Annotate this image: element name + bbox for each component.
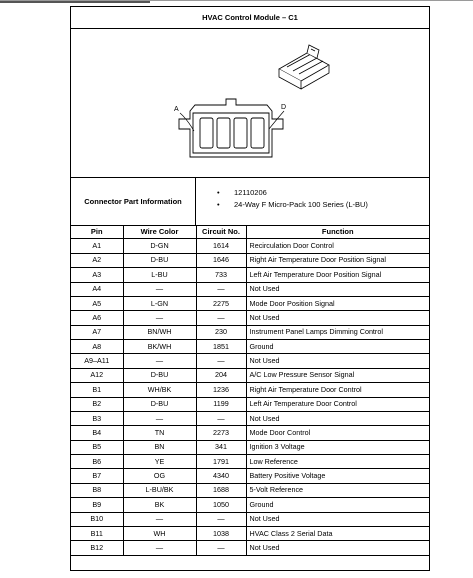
function-cell: A/C Low Pressure Sensor Signal [246,368,429,382]
wire-color-cell: BN [123,440,196,454]
pin-label-a: A [174,106,179,113]
header-circuit-no: Circuit No. [196,225,246,239]
function-cell: Not Used [246,354,429,368]
connector-sheet [70,6,430,571]
function-cell: Mode Door Position Signal [246,296,429,310]
circuit-cell: 2273 [196,426,246,440]
wire-color-cell: D-BU [123,253,196,267]
wire-color-cell: D-GN [123,239,196,253]
table-row [71,311,429,325]
function-cell: Ignition 3 Voltage [246,440,429,454]
wire-color-cell: — [123,541,196,555]
circuit-cell: — [196,282,246,296]
wire-color-cell: D-BU [123,368,196,382]
pin-cell: B10 [71,512,123,526]
table-row [71,340,429,354]
connector-diagram [71,29,429,178]
circuit-cell: 1199 [196,397,246,411]
circuit-cell: 1646 [196,253,246,267]
pin-cell: A6 [71,311,123,325]
function-cell: Battery Positive Voltage [246,469,429,483]
table-row [71,383,429,397]
pin-cell: B12 [71,541,123,555]
pin-cell: B1 [71,383,123,397]
function-cell: Right Air Temperature Door Position Signal [246,253,429,267]
connector-info [71,178,429,226]
header-pin: Pin [71,225,123,239]
connector-info-label: Connector Part Information [71,178,196,225]
function-cell: Not Used [246,311,429,325]
circuit-cell: 1038 [196,526,246,540]
wire-color-cell: BK/WH [123,340,196,354]
pin-cell: A1 [71,239,123,253]
table-row [71,268,429,282]
circuit-cell: 733 [196,268,246,282]
pin-cell: B11 [71,526,123,540]
pin-cell: B2 [71,397,123,411]
wire-color-cell: — [123,282,196,296]
connector-info-list [217,187,368,211]
wire-color-cell: — [123,311,196,325]
function-cell: Not Used [246,541,429,555]
function-cell: Not Used [246,512,429,526]
pin-cell: B4 [71,426,123,440]
wire-color-cell: OG [123,469,196,483]
table-row [71,483,429,497]
connector-face [179,99,283,157]
pin-cell: B6 [71,455,123,469]
wire-color-cell: L-BU [123,268,196,282]
function-cell: Recirculation Door Control [246,239,429,253]
circuit-cell: 4340 [196,469,246,483]
wire-color-cell: — [123,354,196,368]
circuit-cell: — [196,411,246,425]
pinout-rows [71,239,429,555]
function-cell: Instrument Panel Lamps Dimming Control [246,325,429,339]
circuit-cell: 204 [196,368,246,382]
circuit-cell: — [196,541,246,555]
circuit-cell: — [196,512,246,526]
function-cell: Not Used [246,411,429,425]
wire-color-cell: — [123,411,196,425]
wire-color-cell: L-GN [123,296,196,310]
function-cell: Not Used [246,282,429,296]
table-row [71,296,429,310]
table-row [71,397,429,411]
circuit-cell: 2275 [196,296,246,310]
function-cell: Mode Door Control [246,426,429,440]
table-row [71,498,429,512]
circuit-cell: — [196,354,246,368]
circuit-cell: 230 [196,325,246,339]
table-row [71,325,429,339]
pin-cell: A3 [71,268,123,282]
pin-label-d: D [281,104,287,111]
circuit-cell: 1236 [196,383,246,397]
function-cell: Ground [246,340,429,354]
wire-color-cell: — [123,512,196,526]
pin-cell: B8 [71,483,123,497]
function-cell: Right Air Temperature Door Control [246,383,429,397]
table-row [71,354,429,368]
wire-color-cell: WH [123,526,196,540]
wire-color-cell: TN [123,426,196,440]
circuit-cell: 1791 [196,455,246,469]
wire-color-cell: D-BU [123,397,196,411]
table-row [71,469,429,483]
function-cell: Left Air Temperature Door Position Signal [246,268,429,282]
pin-cell: A9–A11 [71,354,123,368]
pinout-table [71,225,429,556]
connector-drawing [71,29,429,177]
table-row [71,239,429,253]
function-cell: Ground [246,498,429,512]
pin-cell: B5 [71,440,123,454]
wire-color-cell: BK [123,498,196,512]
header-wire-color: Wire Color [123,225,196,239]
connector-description: • 24-Way F Micro-Pack 100 Series (L-BU) [217,199,368,211]
table-row [71,411,429,425]
table-row [71,253,429,267]
function-cell: HVAC Class 2 Serial Data [246,526,429,540]
pin-cell: B7 [71,469,123,483]
pin-cell: A7 [71,325,123,339]
wire-color-cell: YE [123,455,196,469]
table-row [71,440,429,454]
wire-color-cell: BN/WH [123,325,196,339]
table-row [71,426,429,440]
circuit-cell: 1614 [196,239,246,253]
pinout-header-row [71,225,429,239]
sheet-title: HVAC Control Module – C1 [71,7,429,29]
header-function: Function [246,225,429,239]
pin-cell: B3 [71,411,123,425]
top-rule-accent [0,1,150,3]
pin-cell: A8 [71,340,123,354]
table-row [71,455,429,469]
circuit-cell: 341 [196,440,246,454]
table-row [71,541,429,555]
pin-cell: A2 [71,253,123,267]
table-row [71,368,429,382]
wire-color-cell: L-BU/BK [123,483,196,497]
circuit-cell: 1688 [196,483,246,497]
function-cell: Low Reference [246,455,429,469]
wire-color-cell: WH/BK [123,383,196,397]
table-row [71,526,429,540]
pin-cell: B9 [71,498,123,512]
circuit-cell: 1050 [196,498,246,512]
circuit-cell: 1851 [196,340,246,354]
pin-cell: A12 [71,368,123,382]
function-cell: Left Air Temperature Door Control [246,397,429,411]
circuit-cell: — [196,311,246,325]
pin-cell: A5 [71,296,123,310]
connector-isometric-icon [279,45,329,89]
table-row [71,282,429,296]
function-cell: 5-Volt Reference [246,483,429,497]
table-row [71,512,429,526]
pin-cell: A4 [71,282,123,296]
connector-part-number: • 12110206 [217,187,368,199]
